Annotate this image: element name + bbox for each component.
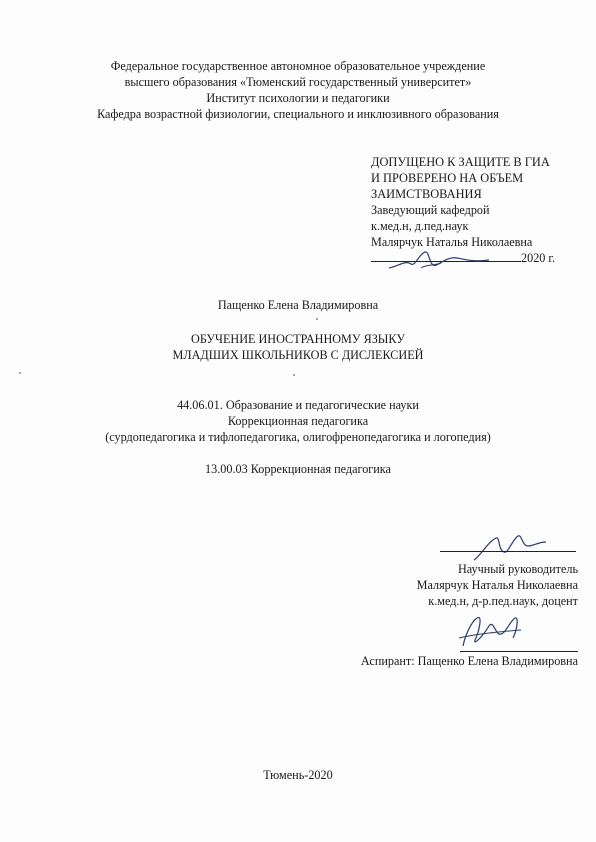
footer-city-year: Тюмень-2020 <box>263 768 333 782</box>
scan-speck <box>316 318 318 320</box>
supervisor-signature-underline <box>440 551 576 552</box>
approval-title-line2: И ПРОВЕРЕНО НА ОБЪЕМ <box>371 171 524 185</box>
approval-block <box>371 154 591 266</box>
approval-position: Заведующий кафедрой <box>371 203 490 217</box>
approval-degree: к.мед.н, д.пед.наук <box>371 219 469 233</box>
aspirant-signature-image <box>455 612 527 652</box>
approval-name: Малярчук Наталья Николаевна <box>371 235 533 249</box>
approval-signature-line <box>371 250 591 266</box>
scan-speck <box>19 372 21 374</box>
header-university: высшего образования «Тюменский государственный университет» <box>124 75 472 89</box>
specialty-detail: (сурдопедагогика и тифлопедагогика, олигофренопедагогика и логопедия) <box>105 430 491 444</box>
thesis-title-line1: ОБУЧЕНИЕ ИНОСТРАННОМУ ЯЗЫКУ <box>191 332 405 346</box>
approval-signature-underline <box>371 261 521 262</box>
approval-title-line1: ДОПУЩЕНО К ЗАЩИТЕ В ГИА <box>371 155 550 169</box>
thesis-title-line2: МЛАДШИХ ШКОЛЬНИКОВ С ДИСЛЕКСИЕЙ <box>172 348 424 362</box>
supervisor-role: Научный руководитель <box>457 562 578 576</box>
supervisor-name: Малярчук Наталья Николаевна <box>416 578 578 592</box>
header-organization: Федеральное государственное автономное образовательное учреждение <box>110 59 486 73</box>
header-institute: Институт психологии и педагогики <box>206 91 390 105</box>
header-department: Кафедра возрастной физиологии, специального и инклюзивного образования <box>97 107 499 121</box>
approval-title-line3: ЗАИМСТВОВАНИЯ <box>371 187 482 201</box>
approval-year: 2020 г. <box>521 251 556 265</box>
specialty-subcode: 13.00.03 Коррекционная педагогика <box>205 462 391 476</box>
author-name: Пащенко Елена Владимировна <box>217 298 379 312</box>
aspirant-label: Аспирант: Пащенко Елена Владимировна <box>360 654 578 668</box>
specialty-program: Коррекционная педагогика <box>227 414 369 428</box>
scan-speck <box>293 374 295 376</box>
specialty-code: 44.06.01. Образование и педагогические науки <box>177 398 419 412</box>
aspirant-signature-underline <box>460 651 578 652</box>
supervisor-degree: к.мед.н, д-р.пед.наук, доцент <box>428 594 578 608</box>
